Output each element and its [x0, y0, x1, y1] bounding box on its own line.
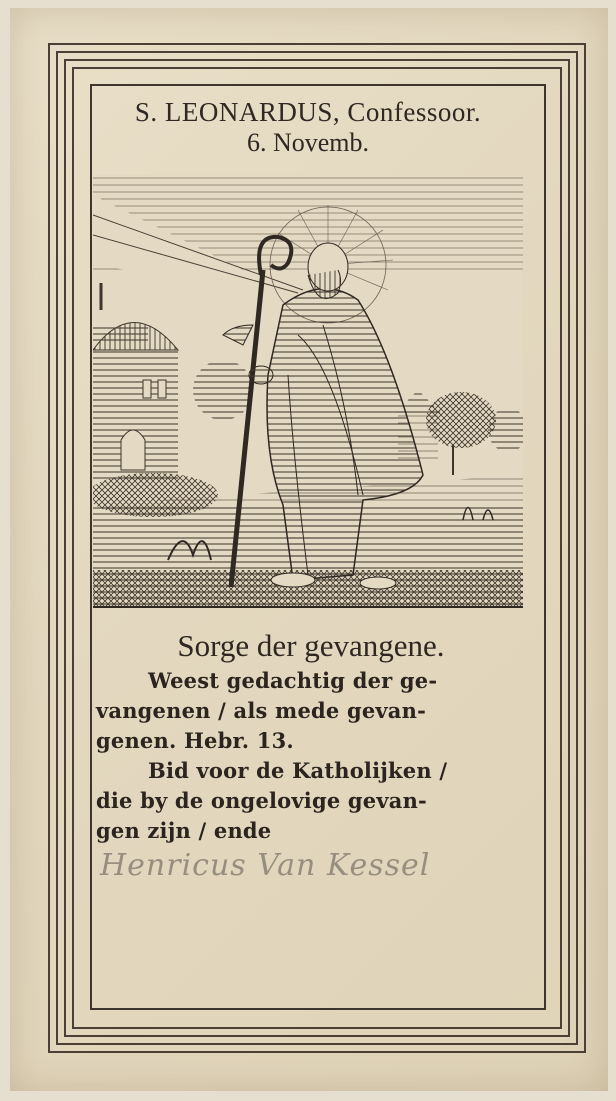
- text-line: Bid voor de Katholijken /: [148, 758, 448, 783]
- text-line: gen zijn / ende: [96, 818, 272, 843]
- text-line: vangenen / als mede gevan-: [96, 698, 427, 723]
- prayer-text: [96, 626, 526, 846]
- engraving-illustration: [93, 175, 523, 608]
- feast-date: 6. Novemb.: [246, 128, 370, 157]
- saint-name: S. LEONARDUS, Confessoor.: [134, 97, 482, 127]
- caption-title: Sorge der gevangene.: [177, 628, 445, 663]
- text-line: genen. Hebr. 13.: [96, 728, 294, 753]
- saint-engraving: [93, 175, 523, 608]
- text-line: Weest gedachtig der ge-: [148, 668, 438, 693]
- handwritten-signature: Henricus Van Kessel: [100, 848, 431, 883]
- card-header: [84, 96, 532, 158]
- text-line: die by de ongelovige gevan-: [96, 788, 427, 813]
